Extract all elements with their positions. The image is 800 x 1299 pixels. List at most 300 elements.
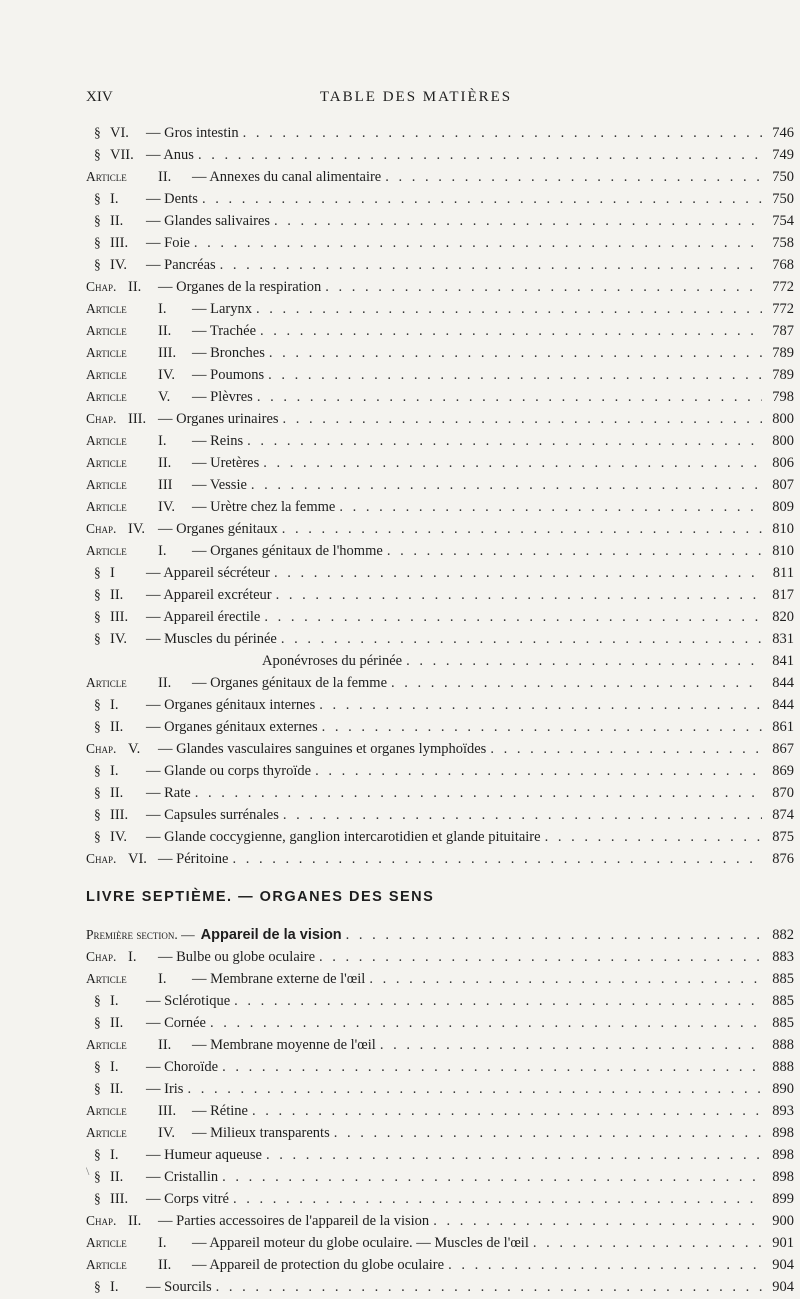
leader-dots [195,782,762,804]
entry-number: VI. [110,125,129,141]
toc-entry [86,342,796,364]
toc-entry [86,826,796,848]
section-title: Appareil de la vision [200,927,342,943]
entry-page: 901 [772,1235,794,1251]
leader-dots [334,1122,762,1144]
entry-title: — Organes génitaux internes [146,697,316,713]
leader-dots [266,1144,762,1166]
leader-dots [369,968,762,990]
leader-dots [263,452,762,474]
entry-title: — Bulbe ou globe oculaire [158,949,316,965]
leader-dots [222,1056,762,1078]
leader-dots [319,694,762,716]
toc-entry [86,1188,796,1210]
toc-entry [86,968,796,990]
entry-title: — Organes génitaux [158,521,278,537]
entry-number: I. [110,1059,119,1075]
leader-dots [283,804,762,826]
entry-level: § [94,213,101,228]
entry-number: I. [158,971,167,987]
entry-page: 758 [772,235,794,251]
entry-number: II. [158,1037,172,1053]
entry-level: § [94,1081,101,1096]
entry-page: 898 [772,1169,794,1185]
margin-mark: \ [86,1164,90,1178]
leader-dots [260,320,762,342]
entry-title: — Foie [146,235,190,251]
entry-level: § [94,1169,101,1184]
entry-level: Chap. [86,949,117,964]
toc-entry [86,210,796,232]
entry-title: — Corps vitré [146,1191,229,1207]
entry-number: I. [128,949,137,965]
entry-title: — Poumons [192,367,265,383]
toc-entry [86,496,796,518]
leader-dots [256,298,762,320]
entry-level: Article [86,345,127,360]
entry-title: — Trachée [192,323,257,339]
entry-title: — Vessie [192,477,247,493]
toc-entry [86,650,796,672]
entry-number: IV. [110,829,128,845]
entry-level: Chap. [86,1213,117,1228]
entry-number: II. [110,587,124,603]
leader-dots [283,408,762,430]
entry-page: 810 [772,543,794,559]
entry-level: Chap. [86,411,117,426]
toc-entry [86,1232,796,1254]
leader-dots [187,1078,762,1100]
entry-number: III. [158,345,177,361]
entry-number: II. [110,1169,124,1185]
toc-entry [86,1254,796,1276]
entry-title: — Reins [192,433,244,449]
entry-number: I. [110,697,119,713]
entry-page: 893 [772,1103,794,1119]
entry-title: — Appareil excréteur [146,587,272,603]
leader-dots [216,1276,762,1298]
entry-title: — Gros intestin [146,125,239,141]
entry-level: Article [86,323,127,338]
toc-entry [86,1078,796,1100]
entry-page: 885 [772,993,794,1009]
entry-level: Article [86,1257,127,1272]
entry-title: — Organes de la respiration [158,279,322,295]
entry-number: I. [158,543,167,559]
leader-dots [257,386,762,408]
entry-number: III. [110,807,129,823]
entry-number: I [110,565,115,581]
toc-entry [86,474,796,496]
entry-title: — Dents [146,191,198,207]
entry-page: 874 [772,807,794,823]
toc-entry [86,144,796,166]
entry-page: 900 [772,1213,794,1229]
entry-number: IV. [128,521,146,537]
entry-title: — Parties accessoires de l'appareil de la vision [158,1213,430,1229]
entry-title: — Choroïde [146,1059,219,1075]
entry-title: — Appareil moteur du globe oculaire. — Muscles de l'œil [192,1235,529,1251]
leader-dots [319,946,762,968]
entry-level: § [94,235,101,250]
toc-entry [86,1144,796,1166]
leader-dots [387,540,762,562]
toc-entry [86,716,796,738]
entry-number: III. [158,1103,177,1119]
entry-title: — Milieux transparents [192,1125,330,1141]
entry-title: — Membrane moyenne de l'œil [192,1037,376,1053]
leader-dots [252,1100,762,1122]
leader-dots [325,276,762,298]
entry-level: § [94,125,101,140]
entry-page: 772 [772,301,794,317]
entry-level: Article [86,1125,127,1140]
entry-level: Chap. [86,279,117,294]
entry-title: — Capsules surrénales [146,807,279,823]
entry-page: 883 [772,949,794,965]
entry-title: — Appareil de protection du globe oculaire [192,1257,445,1273]
entry-title: — Rate [146,785,191,801]
entry-title: — Rétine [192,1103,248,1119]
leader-dots [282,518,762,540]
entry-page: 875 [772,829,794,845]
entry-page: 800 [772,433,794,449]
entry-number: I. [158,433,167,449]
entry-page: 899 [772,1191,794,1207]
entry-page: 798 [772,389,794,405]
toc-entry [86,122,796,144]
entry-title: — Membrane externe de l'œil [192,971,366,987]
toc-entry [86,1122,796,1144]
toc-entry [86,738,796,760]
entry-page: 890 [772,1081,794,1097]
leader-dots [281,628,762,650]
entry-page: 861 [772,719,794,735]
entry-page: 800 [772,411,794,427]
toc-entry [86,276,796,298]
toc-entry [86,782,796,804]
entry-level: § [94,785,101,800]
entry-number: VII. [110,147,134,163]
toc-entry [86,298,796,320]
page-header [86,89,746,111]
toc-entry [86,364,796,386]
entry-number: III [158,477,173,493]
entry-level: Article [86,675,127,690]
entry-page: 789 [772,345,794,361]
entry-title: — Larynx [192,301,252,317]
entry-level: § [94,631,101,646]
entry-number: III. [110,235,129,251]
toc-entry [86,848,796,870]
entry-level: § [94,697,101,712]
entry-title: — Glande ou corps thyroïde [146,763,312,779]
entry-page: 750 [772,169,794,185]
leader-dots [274,562,762,584]
entry-number: I. [110,763,119,779]
entry-page: 898 [772,1125,794,1141]
entry-level: Chap. [86,521,117,536]
leader-dots [391,672,762,694]
toc-entry [86,562,796,584]
entry-page: 904 [772,1257,794,1273]
entry-page: 750 [772,191,794,207]
leader-dots [243,122,762,144]
entry-number: VI. [128,851,147,867]
toc-entry [86,166,796,188]
entry-page: 869 [772,763,794,779]
entry-number: I. [110,191,119,207]
entry-number: IV. [158,499,176,515]
entry-number: II. [110,213,124,229]
entry-number: IV. [158,1125,176,1141]
leader-dots [406,650,762,672]
entry-level: § [94,807,101,822]
entry-title: — Organes génitaux de la femme [192,675,388,691]
entry-number: V. [158,389,171,405]
leader-dots [274,210,762,232]
entry-page: 810 [772,521,794,537]
leader-dots [490,738,762,760]
entry-level: § [94,565,101,580]
entry-level: Article [86,1235,127,1250]
leader-dots [533,1232,762,1254]
toc-entry [86,386,796,408]
leader-dots [269,342,762,364]
leader-dots [233,1188,762,1210]
section-entry [86,924,796,946]
entry-title: Aponévroses du périnée [262,653,403,669]
entry-page: 844 [772,675,794,691]
leader-dots [210,1012,762,1034]
toc-entry [86,1012,796,1034]
entry-page: 817 [772,587,794,603]
entry-title: — Cristallin [146,1169,219,1185]
leader-dots [433,1210,762,1232]
entry-number: II. [128,1213,142,1229]
toc-entry [86,1276,796,1298]
entry-page: 820 [772,609,794,625]
section-page: 882 [772,927,794,943]
entry-title: — Cornée [146,1015,206,1031]
entry-title: — Organes urinaires [158,411,279,427]
entry-level: § [94,993,101,1008]
entry-level: § [94,763,101,778]
entry-page: 885 [772,971,794,987]
leader-dots [234,990,762,1012]
toc-entry [86,254,796,276]
entry-title: — Organes génitaux de l'homme [192,543,383,559]
entry-title: — Sclérotique [146,993,231,1009]
entry-page: 754 [772,213,794,229]
leader-dots [545,826,762,848]
toc-entry [86,1166,796,1188]
entry-number: I. [110,1147,119,1163]
leader-dots [315,760,762,782]
entry-title: — Péritoine [158,851,229,867]
entry-level: Article [86,1103,127,1118]
toc-entry [86,320,796,342]
entry-title: — Muscles du périnée [146,631,277,647]
toc-entry [86,990,796,1012]
leader-dots [385,166,762,188]
entry-level: § [94,257,101,272]
entry-level: § [94,587,101,602]
leader-dots [232,848,762,870]
toc-entry [86,430,796,452]
entry-level: Chap. [86,851,117,866]
entry-page: 898 [772,1147,794,1163]
entry-title: — Sourcils [146,1279,212,1295]
entry-level: Article [86,389,127,404]
entry-title: — Urètre chez la femme [192,499,336,515]
entry-number: II. [110,1015,124,1031]
toc-entry [86,760,796,782]
entry-level: § [94,829,101,844]
toc-entry [86,188,796,210]
entry-number: I. [158,1235,167,1251]
entry-level: Article [86,433,127,448]
entry-level: § [94,1191,101,1206]
toc-entry [86,518,796,540]
book-heading: LIVRE SEPTIÈME. — ORGANES DES SENS [86,889,435,905]
toc-entry [86,672,796,694]
entry-page: 876 [772,851,794,867]
entry-page: 867 [772,741,794,757]
leader-dots [276,584,762,606]
leader-dots [264,606,762,628]
entry-level: Article [86,455,127,470]
entry-level: Chap. [86,741,117,756]
toc-entry [86,1100,796,1122]
toc-entry [86,1056,796,1078]
entry-level: § [94,609,101,624]
entry-number: III. [128,411,147,427]
toc-entry [86,694,796,716]
entry-number: III. [110,1191,129,1207]
entry-page: 885 [772,1015,794,1031]
entry-number: II. [158,323,172,339]
entry-title: — Appareil sécréteur [146,565,271,581]
entry-title: — Appareil érectile [146,609,261,625]
entry-number: I. [158,301,167,317]
toc-entry [86,1210,796,1232]
toc-entry [86,540,796,562]
leader-dots [268,364,762,386]
entry-page: 831 [772,631,794,647]
entry-title: — Glande coccygienne, ganglion intercarotidien et glande pituitaire [146,829,541,845]
entry-level: § [94,1059,101,1074]
entry-level: § [94,191,101,206]
entry-number: II. [158,169,172,185]
entry-title: — Humeur aqueuse [146,1147,262,1163]
entry-title: — Bronches [192,345,265,361]
entry-number: I. [110,1279,119,1295]
entry-number: II. [158,675,172,691]
leader-dots [339,496,762,518]
entry-level: Article [86,367,127,382]
leader-dots [448,1254,762,1276]
entry-title: — Iris [146,1081,184,1097]
entry-number: IV. [158,367,176,383]
entry-level: Article [86,971,127,986]
entry-title: — Plèvres [192,389,253,405]
entry-number: IV. [110,631,128,647]
entry-level: Article [86,499,127,514]
entry-title: — Glandes vasculaires sanguines et organes lymphoïdes [158,741,487,757]
leader-dots [251,474,762,496]
leader-dots [220,254,762,276]
entry-page: 789 [772,367,794,383]
leader-dots [222,1166,762,1188]
entry-number: V. [128,741,141,757]
entry-number: II. [110,1081,124,1097]
entry-level: § [94,1147,101,1162]
entry-number: II. [128,279,142,295]
leader-dots [202,188,762,210]
entry-level: Article [86,543,127,558]
entry-title: — Anus [146,147,194,163]
toc-entry [86,584,796,606]
table-of-contents [86,122,796,1298]
entry-number: III. [110,609,129,625]
toc-entry [86,452,796,474]
entry-page: 870 [772,785,794,801]
entry-title: — Organes génitaux externes [146,719,318,735]
entry-level: § [94,147,101,162]
leader-dots [380,1034,762,1056]
entry-level: § [94,1015,101,1030]
entry-number: II. [158,1257,172,1273]
running-title: TABLE DES MATIÈRES [319,89,513,105]
entry-page: 811 [772,565,794,581]
entry-number: II. [110,719,124,735]
leader-dots [194,232,762,254]
toc-entry [86,628,796,650]
entry-page: 809 [772,499,794,515]
entry-level: Article [86,301,127,316]
entry-page: 904 [772,1279,794,1295]
entry-title: — Glandes salivaires [146,213,271,229]
page-number: XIV [86,89,113,105]
toc-entry [86,408,796,430]
toc-entry [86,232,796,254]
entry-page: 768 [772,257,794,273]
entry-page: 844 [772,697,794,713]
entry-level: § [94,719,101,734]
toc-entry [86,1034,796,1056]
entry-page: 841 [772,653,794,669]
entry-page: 806 [772,455,794,471]
entry-page: 888 [772,1037,794,1053]
entry-title: — Pancréas [146,257,216,273]
entry-page: 888 [772,1059,794,1075]
entry-page: 772 [772,279,794,295]
entry-page: 749 [772,147,794,163]
entry-number: I. [110,993,119,1009]
section-label: Première section. — [86,927,195,942]
entry-page: 807 [772,477,794,493]
entry-number: II. [158,455,172,471]
entry-title: — Annexes du canal alimentaire [192,169,382,185]
entry-level: § [94,1279,101,1294]
leader-dots [346,924,762,946]
leader-dots [198,144,762,166]
toc-entry [86,946,796,968]
entry-level: Article [86,169,127,184]
entry-page: 746 [772,125,794,141]
entry-level: Article [86,1037,127,1052]
